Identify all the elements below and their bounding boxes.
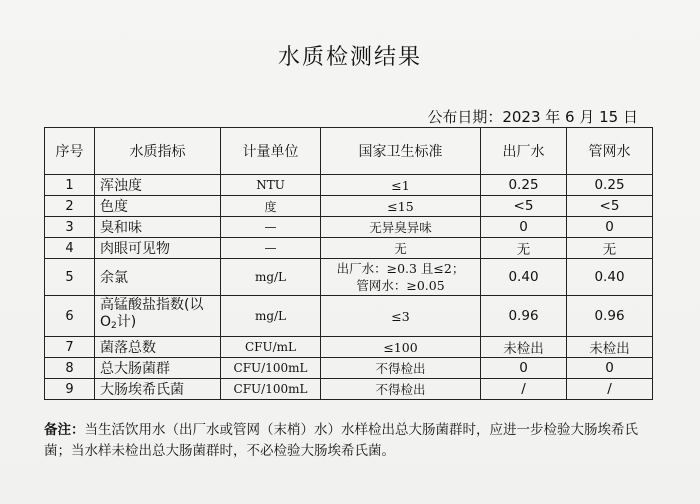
row-network-value: 0.96 bbox=[567, 296, 653, 337]
row-no: 1 bbox=[45, 175, 95, 196]
row-standard: 无 bbox=[321, 238, 481, 259]
row-indicator: 肉眼可见物 bbox=[95, 238, 221, 259]
row-no: 4 bbox=[45, 238, 95, 259]
row-factory-value: 无 bbox=[481, 238, 567, 259]
table-row bbox=[45, 358, 653, 379]
row-factory-value: / bbox=[481, 379, 567, 400]
row-network-value: 0 bbox=[567, 358, 653, 379]
row-factory-value: 0.25 bbox=[481, 175, 567, 196]
row-network-value: / bbox=[567, 379, 653, 400]
row-no: 3 bbox=[45, 217, 95, 238]
table-row bbox=[45, 379, 653, 400]
row-network-value: <5 bbox=[567, 196, 653, 217]
row-indicator: 余氯 bbox=[95, 259, 221, 296]
row-no: 8 bbox=[45, 358, 95, 379]
header-no: 序号 bbox=[45, 128, 95, 175]
row-indicator: 总大肠菌群 bbox=[95, 358, 221, 379]
row-unit: 度 bbox=[221, 196, 321, 217]
row-standard: 不得检出 bbox=[321, 379, 481, 400]
row-no: 6 bbox=[45, 296, 95, 337]
row-standard bbox=[321, 259, 481, 296]
row-network-value: 0 bbox=[567, 217, 653, 238]
row-factory-value: <5 bbox=[481, 196, 567, 217]
page-title: 水质检测结果 bbox=[277, 45, 422, 70]
row-unit: CFU/100mL bbox=[221, 358, 321, 379]
table-row bbox=[45, 175, 653, 196]
header-factory-water: 出厂水 bbox=[481, 128, 567, 175]
footnote-text: 当生活饮用水（出厂水或管网（末梢）水）水样检出总大肠菌群时，应进一步检验大肠埃希氏菌；当水样未检出总大肠菌群时，不必检验大肠埃希氏菌。 bbox=[44, 422, 638, 459]
row-no: 9 bbox=[45, 379, 95, 400]
table-row bbox=[45, 217, 653, 238]
row-standard: ≤15 bbox=[321, 196, 481, 217]
row-unit: CFU/100mL bbox=[221, 379, 321, 400]
table-row bbox=[45, 196, 653, 217]
table-header-row bbox=[45, 128, 653, 175]
row-indicator: 臭和味 bbox=[95, 217, 221, 238]
indicator-suffix: 计) bbox=[116, 314, 137, 330]
row-no: 2 bbox=[45, 196, 95, 217]
row-standard: ≤3 bbox=[321, 296, 481, 337]
standard-line-network: 管网水：≥0.05 bbox=[356, 278, 445, 293]
indicator-subscript: 2 bbox=[111, 321, 117, 331]
standard-line-factory: 出厂水：≥0.3 且≤2； bbox=[336, 261, 465, 276]
row-indicator: 菌落总数 bbox=[95, 337, 221, 358]
row-unit: mg/L bbox=[221, 296, 321, 337]
table-row bbox=[45, 296, 653, 337]
row-network-value: 无 bbox=[567, 238, 653, 259]
row-unit: NTU bbox=[221, 175, 321, 196]
row-standard: 不得检出 bbox=[321, 358, 481, 379]
row-network-value: 未检出 bbox=[567, 337, 653, 358]
publish-date: 公布日期：2023 年 6 月 15 日 bbox=[427, 108, 638, 126]
row-indicator: 大肠埃希氏菌 bbox=[95, 379, 221, 400]
table-row bbox=[45, 238, 653, 259]
table-row bbox=[45, 337, 653, 358]
row-unit: mg/L bbox=[221, 259, 321, 296]
row-unit: — bbox=[221, 238, 321, 259]
indicator-line-1: 高锰酸盐指数(以 bbox=[100, 297, 204, 313]
row-unit: CFU/mL bbox=[221, 337, 321, 358]
row-network-value: 0.25 bbox=[567, 175, 653, 196]
row-standard: ≤1 bbox=[321, 175, 481, 196]
row-network-value: 0.40 bbox=[567, 259, 653, 296]
indicator-o: O bbox=[100, 314, 112, 330]
water-quality-table bbox=[44, 127, 653, 400]
row-no: 5 bbox=[45, 259, 95, 296]
row-factory-value: 0 bbox=[481, 358, 567, 379]
indicator-line-2 bbox=[100, 314, 217, 335]
row-standard: ≤100 bbox=[321, 337, 481, 358]
row-indicator bbox=[95, 296, 221, 337]
row-factory-value: 0 bbox=[481, 217, 567, 238]
row-indicator: 浑浊度 bbox=[95, 175, 221, 196]
row-no: 7 bbox=[45, 337, 95, 358]
row-indicator: 色度 bbox=[95, 196, 221, 217]
header-network-water: 管网水 bbox=[567, 128, 653, 175]
header-standard: 国家卫生标准 bbox=[321, 128, 481, 175]
row-standard: 无异臭异味 bbox=[321, 217, 481, 238]
row-factory-value: 未检出 bbox=[481, 337, 567, 358]
row-unit: — bbox=[221, 217, 321, 238]
table-row bbox=[45, 259, 653, 296]
footnote-label: 备注： bbox=[44, 422, 85, 438]
row-factory-value: 0.96 bbox=[481, 296, 567, 337]
row-factory-value: 0.40 bbox=[481, 259, 567, 296]
header-indicator: 水质指标 bbox=[95, 128, 221, 175]
header-unit: 计量单位 bbox=[221, 128, 321, 175]
footnote bbox=[44, 420, 664, 462]
